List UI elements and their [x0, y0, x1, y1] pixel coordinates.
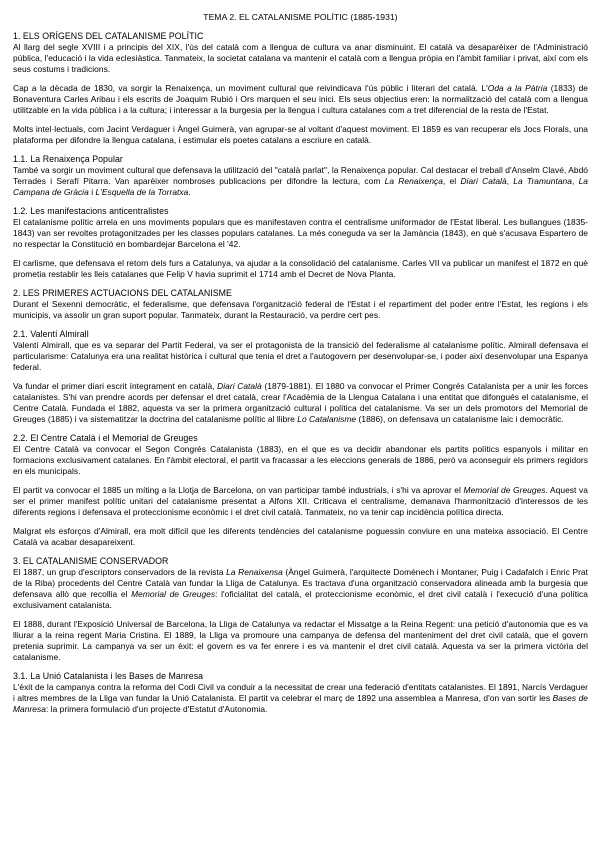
section-paragraph: El catalanisme polític arrela en uns moviments populars que es manifestaven contra el centralisme uniformador de l'Estat liberal. Les bullangues (1835-1843) van ser revoltes protagonitzades per les classes populars catalanes. La més coneguda va ser la Jamància (1843), en què s'acusava Espartero de no respectar la Constitució en bombardejar Barcelona el '42.: [13, 217, 588, 249]
section-heading: 1. ELS ORÍGENS DEL CATALANISME POLÍTIC: [13, 31, 204, 41]
page-title: TEMA 2. EL CATALANISME POLÍTIC (1885-1931): [203, 12, 398, 22]
section-paragraph: El Centre Català va convocar el Segon Congrés Catalanista (1883), en el que es va decidir abandonar els partits polítics espanyols i militar en formacions exclusivament catalanes. En l'àmbit electoral, el partit va fracassar a les eleccions generals de 1886, però va aconseguir els primers regidors en els municipals.: [13, 444, 588, 476]
section-heading: 2.1. Valentí Almirall: [13, 329, 89, 339]
section-paragraph: Molts intel·lectuals, com Jacint Verdaguer i Àngel Guimerà, van agrupar-se al voltant d'aquest moviment. El 1859 es van recuperar els Jocs Florals, una plataforma per difondre la llengua catalana, i estimular els poetes catalans a escriure en català.: [13, 124, 588, 145]
section-paragraph: Al llarg del segle XVIII i a principis del XIX, l'ús del català com a llengua de cultura va anar disminuint. El català va desaparèixer de l'Administració pública, l'educació i la vida eclesiàstica. Tanmateix, la societat catalana va mantenir el català com a llengua pròpia en l'àmbit familiar i privat, així com els seus costums i tradicions.: [13, 42, 588, 74]
section-paragraph: El partit va convocar el 1885 un míting a la Llotja de Barcelona, on van participar també industrials, i s'hi va aprovar el Memorial de Greuges. Aquest va ser el primer manifest polític unitari del catalanisme presentat a Alfons XII. Criticava el centralisme, demanava l'harmonització d'interessos de les diferents regions i defensava el proteccionisme econòmic i el dret civil català. Tanmateix, no va tenir cap incidència política directa.: [13, 485, 588, 517]
section-heading: 2. LES PRIMERES ACTUACIONS DEL CATALANISME: [13, 288, 232, 298]
section-heading: 3. EL CATALANISME CONSERVADOR: [13, 556, 169, 566]
section-paragraph: Malgrat els esforços d'Almirall, era molt difícil que les diferents tendències del catalanisme poguessin conviure en una mateixa associació. El Centre Català va acabar desapareixent.: [13, 526, 588, 547]
section-paragraph: Valentí Almirall, que es va separar del Partit Federal, va ser el protagonista de la transició del federalisme al catalanisme polític. Almirall defensava el particularisme: Catalunya era una realitat històrica i cultural que tenia el dret a l'autogovern per desenvolupar-se, i poder així desenvolupar una Espanya federal.: [13, 340, 588, 372]
section-paragraph: El 1888, durant l'Exposició Universal de Barcelona, la Lliga de Catalunya va redactar el Missatge a la Reina Regent: una petició d'autonomia que es va lliurar a la reina regent Maria Cristina. El 1889, la Lliga va promoure una campanya de defensa del manteniment del dret civil català, que el govern pretenia suprimir. La campanya va ser un èxit: el govern es va fer enrere i es va mantenir el dret civil català. Aquesta va ser la primera victòria del catalanisme.: [13, 619, 588, 662]
section-heading: 2.2. El Centre Català i el Memorial de Greuges: [13, 433, 198, 443]
section-heading: 3.1. La Unió Catalanista i les Bases de Manresa: [13, 671, 204, 681]
section-paragraph: Va fundar el primer diari escrit íntegrament en català, Diari Català (1879-1881). El 1880 va convocar el Primer Congrés Catalanista per a unir les forces catalanistes. S'hi van prendre acords per defensar el dret català, crear l'Acadèmia de la Llengua Catalana i una entitat que difongués el catalanisme, el Centre Català. Fundada el 1882, aquesta va ser la primera organització cultural i política del catalanisme. Va ser un dels promotors del Memorial de Greuges (1885) i va sistematitzar la doctrina del catalanisme polític al llibre Lo Catalanisme (1886), on defensava un catalanisme laic i democràtic.: [13, 381, 588, 424]
section-paragraph: El carlisme, que defensava el retorn dels furs a Catalunya, va ajudar a la consolidació del catalanisme. Carles VII va publicar un manifest el 1872 en què prometia restablir les lleis catalanes que Felip V havia suprimit el 1714 amb el Decret de Nova Planta.: [13, 258, 588, 279]
section-paragraph: L'èxit de la campanya contra la reforma del Codi Civil va conduir a la necessitat de crear una federació d'entitats catalanistes. El 1891, Narcís Verdaguer i altres membres de la Lliga van fundar la Unió Catalanista. El partit va celebrar el març de 1892 una assemblea a Manresa, d'on van sortir les Bases de Manresa: la primera formulació d'un projecte d'Estatut d'Autonomia.: [13, 682, 588, 714]
section-paragraph: Durant el Sexenni democràtic, el federalisme, que defensava l'organització federal de l'Estat i el repartiment del poder entre l'Estat, les regions i els municipis, va assolir un gran suport popular. Tanmateix, durant la Restauració, va perdre cert pes.: [13, 299, 588, 320]
section-heading: 1.1. La Renaixença Popular: [13, 154, 123, 164]
section-paragraph: Cap a la dècada de 1830, va sorgir la Renaixença, un moviment cultural que reivindicava l'ús públic i literari del català. L'Oda a la Pàtria (1833) de Bonaventura Carles Aribau i els escrits de Joaquim Rubió i Ors marquen el seu inici. Els seus objectius eren: la normalització del català com a llengua utilitzable en la vida pública i a la cultura; i interessar a la burgesia per la llengua i cultura catalanes com a tret diferencial de la resta de l'Estat.: [13, 83, 588, 115]
document-body: [13, 31, 588, 715]
section-paragraph: També va sorgir un moviment cultural que defensava la utilització del "català parlat", la Renaixença popular. Cal destacar el treball d'Anselm Clavé, Abdó Terrades i Serafí Pitarra. Van aparèixer nombroses publicacions per difondre la lectura, com La Renaixença, el Diari Català, La Tramuntana, La Campana de Gràcia i L'Esquella de la Torratxa.: [13, 165, 588, 197]
section-heading: 1.2. Les manifestacions anticentralistes: [13, 206, 169, 216]
section-paragraph: El 1887, un grup d'escriptors conservadors de la revista La Renaixensa (Àngel Guimerà, l'arquitecte Domènech i Montaner, Puig i Cadafalch i Enric Prat de la Riba) procedents del Centre Català van fundar la Lliga de Catalunya. Es tractava d'una organització conservadora alineada amb la burgesia que defensava allò que recollia el Memorial de Greuges: l'oficialitat del català, el proteccionisme econòmic, el dret civil català i l'execució d'una política exclusivament catalanista.: [13, 567, 588, 610]
